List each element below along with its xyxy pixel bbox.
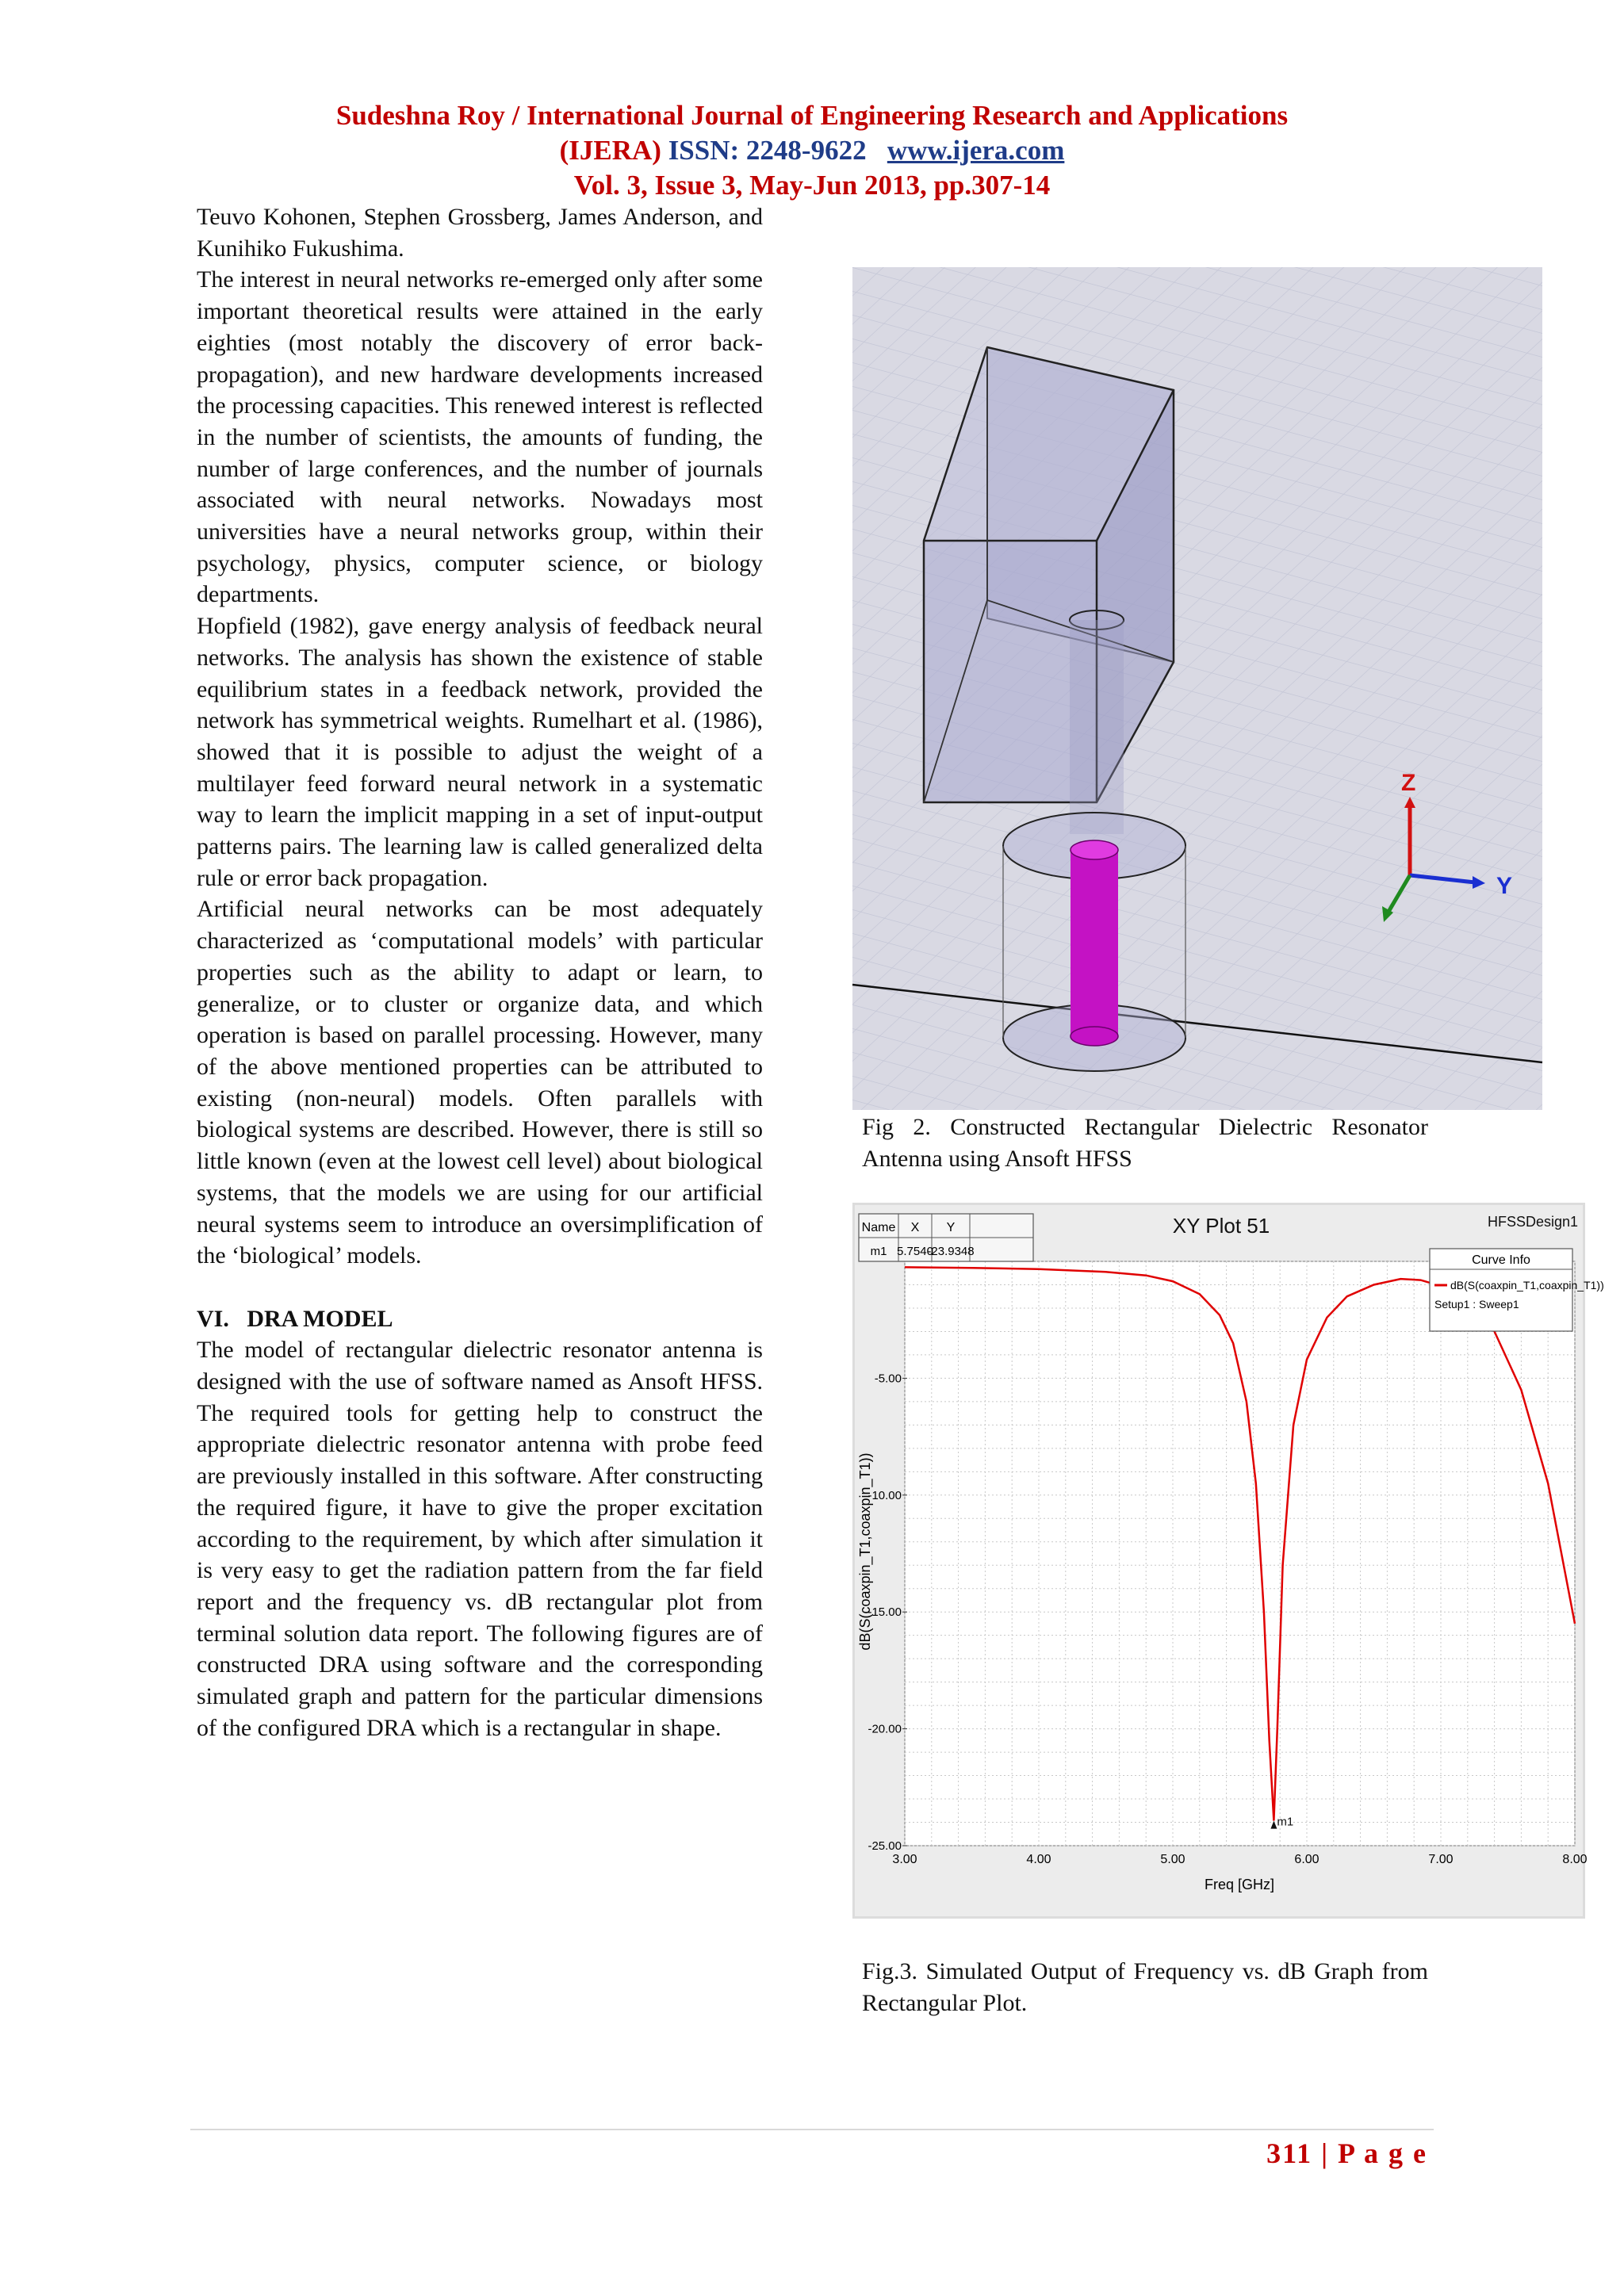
legend-series-name: dB(S(coaxpin_T1,coaxpin_T1)) [1450, 1279, 1604, 1292]
paragraph: The model of rectangular dielectric resonator antenna is designed with the use of software named as Ansoft HFSS. The required tools for getting help to construct the appropriate dielectric resonator antenna with probe feed are previously installed in this software. After constructing the required figure, it have to give the proper excitation according to the requirement, by which after simulation it is very easy to get the radiation pattern from the far field report and the frequency vs. dB rectangular plot from terminal solution data report. The following figures are of constructed DRA using software and the corresponding simulated graph and pattern for the particular dimensions of the configured DRA which is a rectangular in shape. [197, 1337, 763, 1741]
paragraph: Teuvo Kohonen, Stephen Grossberg, James Anderson, and Kunihiko Fukushima. [197, 204, 763, 262]
plot-area [905, 1261, 1575, 1846]
marker-col-x: X [910, 1221, 920, 1234]
x-tick-label: 7.00 [1428, 1853, 1454, 1866]
paragraph: The interest in neural networks re-emerged only after some important theoretical results were attained in the early eighties (most notably the discovery of error back-propagation), and new hardware developments increased the processing capacities. This renewed interest is reflected in the number of scientists, the amounts of funding, the number of large conferences, and the number of journals associated with neural networks. Nowadays most universities have a neural networks group, within their psychology, physics, computer science, or biology departments. [197, 266, 763, 608]
journal-header-line1: Sudeshna Roy / International Journal of Engineering Research and Applications [335, 100, 1289, 131]
paragraph: Artificial neural networks can be most adequately characterized as ‘computational models’ with particular properties such as the ability to adapt or learn, to generalize, or to cluster or organize data, and which operation is based on parallel processing. However, many of the above mentioned properties can be attributed to existing (non-neural) models. Often parallels with biological systems are described. However, there is still so little known (even at the lowest cell level) about biological systems, that the models we are using for our artificial neural systems seem to introduce an oversimplification of the ‘biological’ models. [197, 896, 763, 1269]
journal-header-line3: Vol. 3, Issue 3, May-Jun 2013, pp.307-14 [573, 170, 1051, 201]
y-tick-label: -10.00 [868, 1488, 902, 1502]
probe-feed-cylinder [1071, 850, 1118, 1036]
journal-abbrev: (IJERA) [559, 135, 661, 166]
left-column [197, 201, 763, 1743]
y-tick-label: -15.00 [868, 1605, 902, 1620]
marker-x-cell: 5.7540 [897, 1245, 933, 1258]
figure2-caption: Fig 2. Constructed Rectangular Dielectric Resonator Antenna using Ansoft HFSS [862, 1114, 1428, 1172]
xy-plot-figure [852, 1203, 1604, 1919]
marker-table [859, 1214, 1033, 1261]
x-tick-label: 5.00 [1160, 1853, 1185, 1866]
marker-name-cell: m1 [870, 1245, 887, 1258]
y-tick-label: -5.00 [874, 1372, 902, 1386]
figure3-caption: Fig.3. Simulated Output of Frequency vs. dB Graph from Rectangular Plot. [862, 1958, 1428, 2016]
marker-col-name: Name [861, 1221, 896, 1234]
z-axis-label: Z [1401, 770, 1416, 796]
marker-col-y: Y [946, 1221, 956, 1234]
marker-m1-label: m1 [1277, 1815, 1294, 1829]
y-tick-label: -25.00 [868, 1839, 902, 1853]
page-number: 311 | P a g e [1266, 2137, 1427, 2169]
hfss-antenna-model-figure [852, 267, 1542, 1110]
legend-setup: Setup1 : Sweep1 [1434, 1298, 1519, 1311]
x-tick-label: 8.00 [1562, 1853, 1588, 1866]
y-tick-label: -20.00 [868, 1722, 902, 1736]
footer-rule [190, 2129, 1434, 2130]
y-axis-title: dB(S(coaxpin_T1,coaxpin_T1)) [857, 1452, 873, 1651]
journal-header-line2 [0, 133, 1624, 168]
x-tick-label: 6.00 [1294, 1853, 1320, 1866]
paragraph: Hopfield (1982), gave energy analysis of feedback neural networks. The analysis has shown the existence of stable equilibrium states in a feedback network, provided the network has symmetrical weights. Rumelhart et al. (1986), showed that it is possible to adjust the weight of a multilayer feed forward neural network in a systematic way to learn the implicit mapping in a set of input-output patterns pairs. The learning law is called generalized delta rule or error back propagation. [197, 613, 763, 891]
curve-info-title: Curve Info [1472, 1253, 1530, 1267]
x-tick-label: 3.00 [892, 1853, 917, 1866]
y-axis-label: Y [1496, 873, 1513, 899]
x-axis-title: Freq [GHz] [1204, 1877, 1275, 1892]
plot-title: XY Plot 51 [1172, 1214, 1270, 1238]
x-tick-label: 4.00 [1026, 1853, 1051, 1866]
issn: ISSN: 2248-9622 [668, 135, 867, 166]
design-label: HFSSDesign1 [1487, 1214, 1578, 1230]
marker-y-cell: -23.9348 [927, 1245, 975, 1258]
section-title: VI. DRA MODEL [197, 1305, 393, 1332]
journal-url-link[interactable]: www.ijera.com [887, 135, 1065, 166]
